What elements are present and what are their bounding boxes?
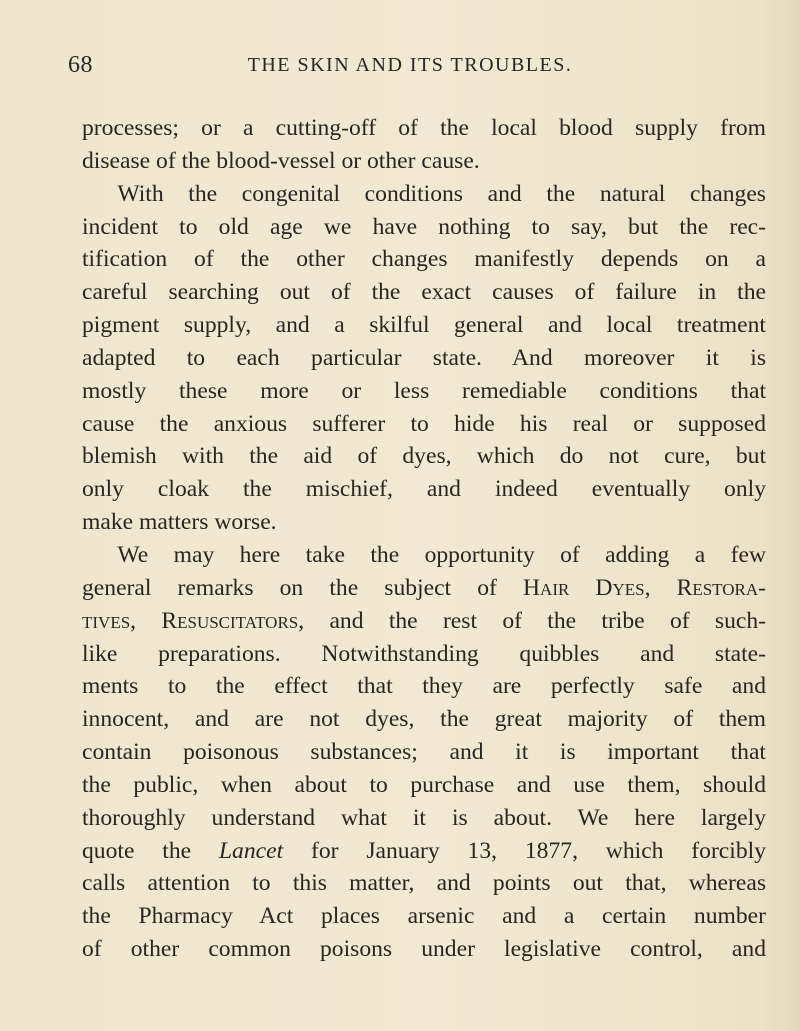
text-run: general remarks on the subject of [82, 574, 523, 601]
text-run: , [130, 607, 162, 634]
text-line: only cloak the mischief, and indeed eventually only [82, 476, 766, 503]
text-line: tification of the other changes manifestly depends on a [82, 246, 766, 273]
page-header [68, 52, 752, 86]
restoratives-term-end: tives [82, 607, 131, 634]
text-line: ments to the effect that they are perfectly safe and [82, 673, 766, 700]
text-line: disease of the blood-vessel or other cause. [82, 147, 480, 174]
text-line: innocent, and are not dyes, the great majority of them [82, 706, 766, 733]
running-title: THE SKIN AND ITS TROUBLES. [247, 54, 573, 76]
text-line: pigment supply, and a skilful general and local treatment [82, 312, 766, 339]
text-line: incident to old age we have nothing to say, but the rec- [82, 213, 766, 240]
restoratives-term: Restora- [676, 574, 767, 601]
text-line: adapted to each particular state. And moreover it is [82, 344, 766, 371]
text-line: of other common poisons under legislative control, and [82, 936, 766, 963]
text-run: , [644, 574, 677, 601]
text-line: blemish with the aid of dyes, which do not cure, but [82, 443, 766, 470]
text-line: processes; or a cutting-off of the local blood supply from [82, 115, 766, 141]
text-line: mostly these more or less remediable conditions that [82, 377, 766, 404]
text-line [82, 572, 766, 605]
text-line: the Pharmacy Act places arsenic and a certain number [82, 903, 766, 930]
text-line: thoroughly understand what it is about. We here largely [82, 804, 766, 831]
text-line [82, 835, 766, 868]
hair-dyes-term: Hair Dyes [523, 574, 645, 601]
text-run: , and the rest of the tribe of such- [298, 607, 766, 634]
text-line: like preparations. Notwithstanding quibbles and state- [82, 640, 766, 667]
text-line: make matters worse. [82, 509, 277, 536]
text-run: for January 13, 1877, which forcibly [283, 837, 766, 864]
resuscitators-term: Resuscitators [161, 607, 299, 634]
page-number: 68 [68, 52, 93, 78]
lancet-title: Lancet [218, 837, 284, 864]
body-text [82, 112, 766, 966]
text-line: calls attention to this matter, and points out that, whereas [82, 870, 766, 897]
text-line: We may here take the opportunity of adding a few [117, 541, 766, 568]
text-run: quote the [82, 837, 219, 864]
text-line: With the congenital conditions and the natural changes [117, 180, 766, 207]
text-line: the public, when about to purchase and use them, should [82, 771, 766, 798]
text-line: careful searching out of the exact causes of failure in the [82, 279, 766, 306]
text-line [82, 605, 766, 638]
text-line: contain poisonous substances; and it is important that [82, 739, 766, 766]
text-line: cause the anxious sufferer to hide his real or supposed [82, 410, 766, 437]
